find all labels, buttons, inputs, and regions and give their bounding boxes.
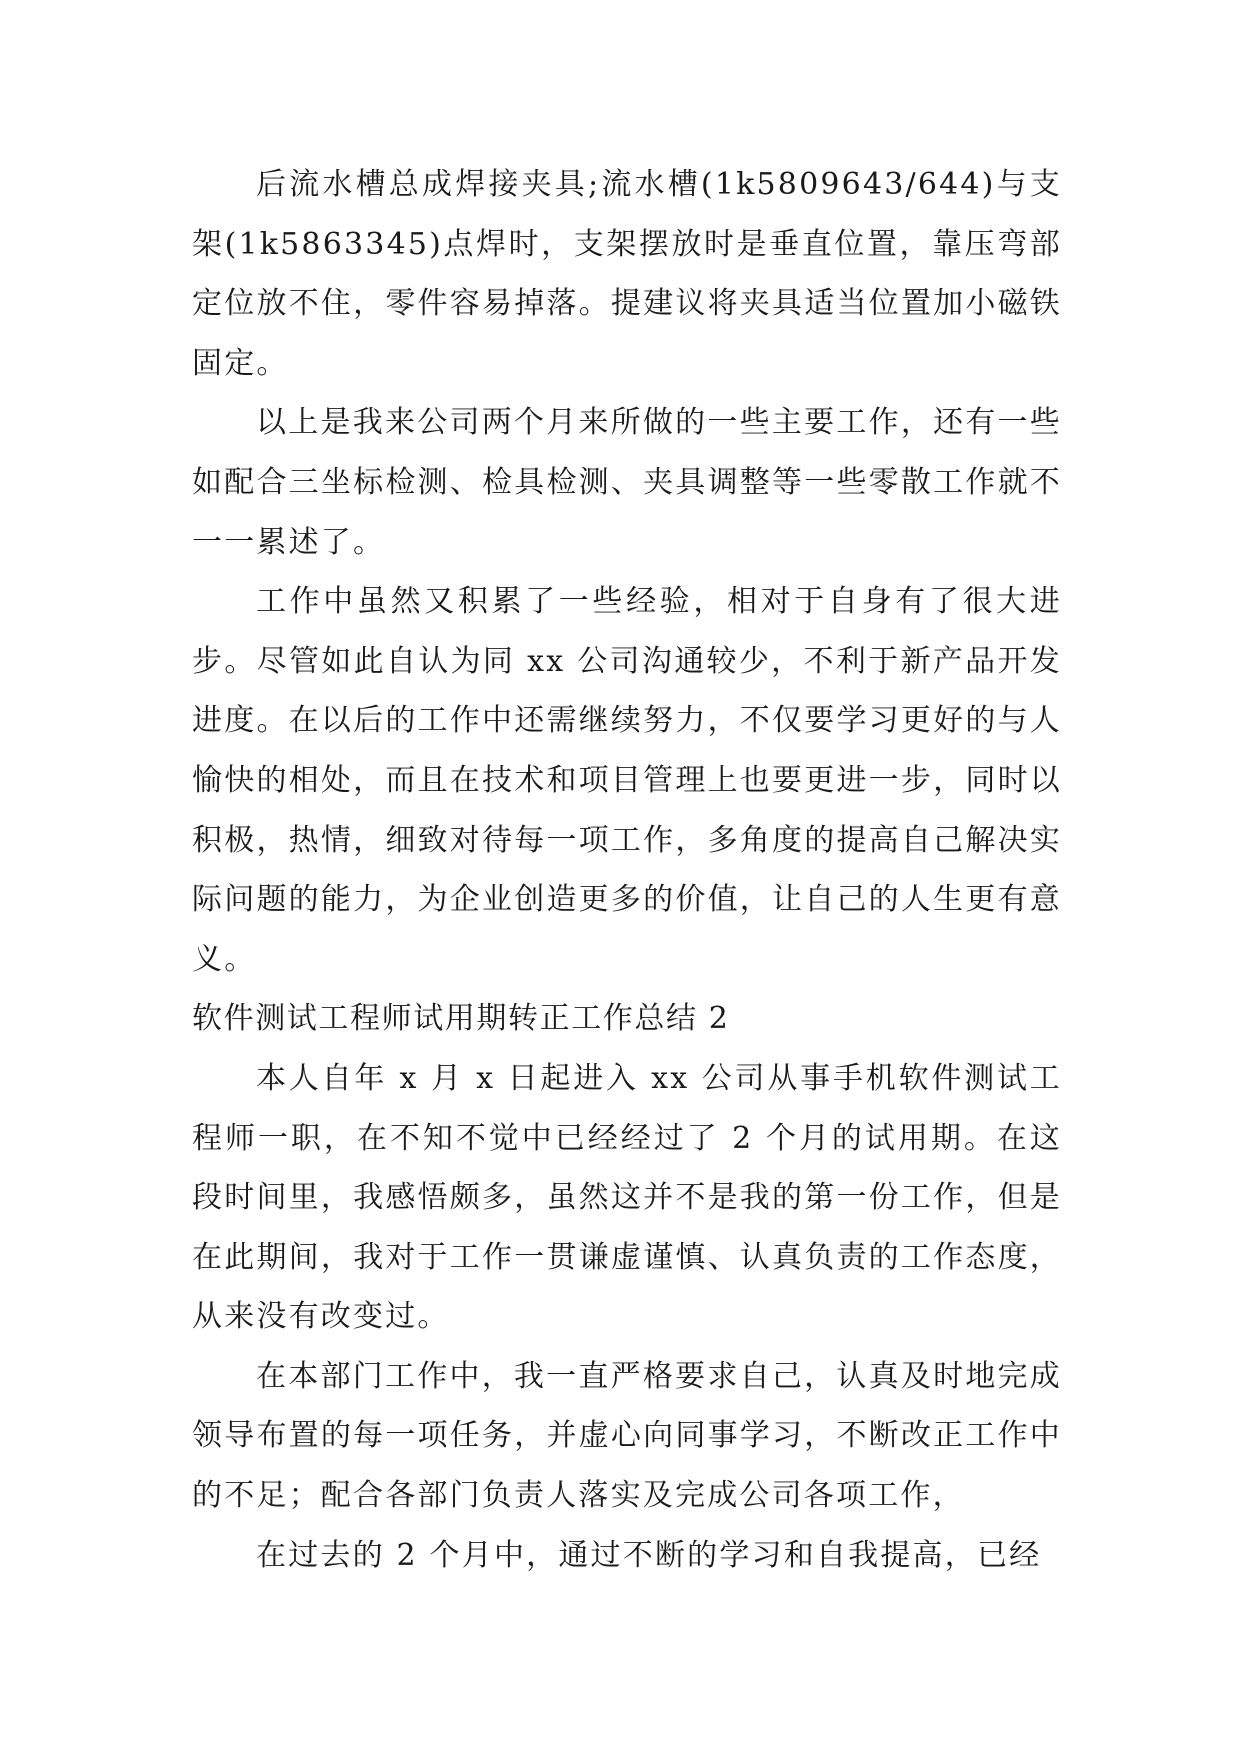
- document-body: [192, 155, 1062, 1585]
- paragraph-department-work: 在本部门工作中，我一直严格要求自己，认真及时地完成领导布置的每一项任务，并虚心向同事学习，不断改正工作中的不足；配合各部门负责人落实及完成公司各项工作，: [192, 1358, 1062, 1514]
- paragraph-past-two-months: 在过去的 2 个月中，通过不断的学习和自我提高，已经: [256, 1537, 1042, 1573]
- paragraph-introduction: 本人自年 x 月 x 日起进入 xx 公司从事手机软件测试工程师一职，在不知不觉中已经经过了 2 个月的试用期。在这段时间里，我感悟颇多，虽然这并不是我的第一份工作，但是在此期间，我对于工作一贯谦虚谨慎、认真负责的工作态度，从来没有改变过。: [192, 1060, 1062, 1335]
- paragraph-fixture-suggestion: 后流水槽总成焊接夹具;流水槽(1k5809643/644)与支架(1k5863345)点焊时，支架摆放时是垂直位置，靠压弯部定位放不住，零件容易掉落。提建议将夹具适当位置加小磁铁固定。: [192, 167, 1062, 381]
- section-title: 软件测试工程师试用期转正工作总结 2: [192, 1001, 730, 1037]
- paragraph-reflection: 工作中虽然又积累了一些经验，相对于自身有了很大进步。尽管如此自认为同 xx 公司沟通较少，不利于新产品开发进度。在以后的工作中还需继续努力，不仅要学习更好的与人愉快的相处，而且在技术和项目管理上也要更进一步，同时以积极，热情，细致对待每一项工作，多角度的提高自己解决实际问题的能力，为企业创造更多的价值，让自己的人生更有意义。: [192, 584, 1062, 977]
- paragraph-other-work: 以上是我来公司两个月来所做的一些主要工作，还有一些如配合三坐标检测、检具检测、夹具调整等一些零散工作就不一一累述了。: [192, 405, 1062, 560]
